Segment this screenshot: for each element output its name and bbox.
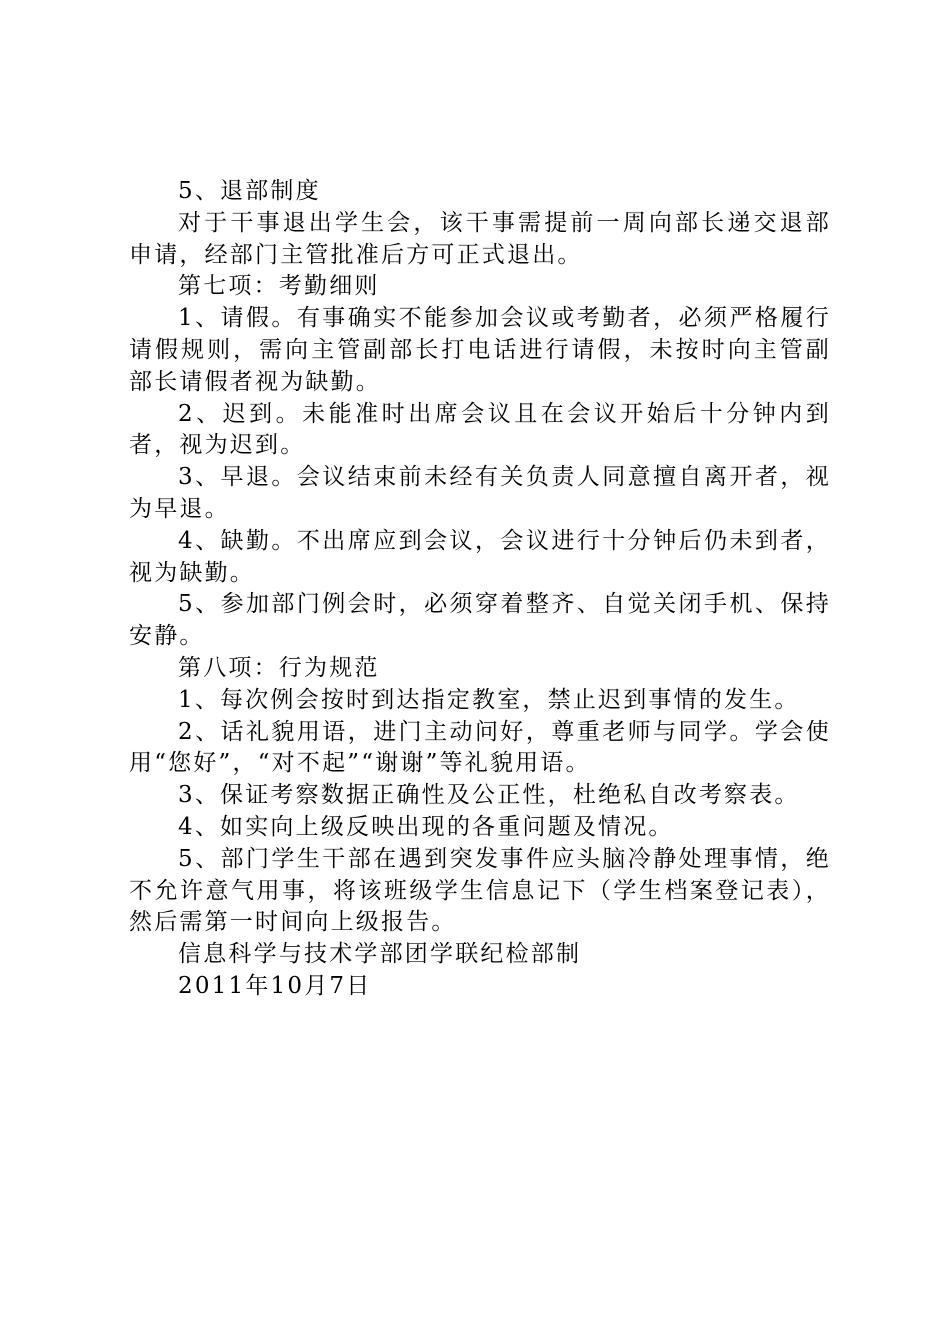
paragraph-courtesy: 2、话礼貌用语，进门主动问好，尊重老师与同学。学会使用“您好”，“对不起”“谢谢”等礼貌用语。 (129, 718, 831, 777)
paragraph-punctuality: 1、每次例会按时到达指定教室，禁止迟到事情的发生。 (178, 686, 800, 713)
paragraph-late: 2、迟到。未能准时出席会议且在会议开始后十分钟内到者，视为迟到。 (129, 400, 831, 459)
date: 2011年10月7日 (178, 972, 372, 999)
section-heading-withdrawal: 5、退部制度 (178, 178, 321, 204)
signature: 信息科学与技术学部团学联纪检部制 (178, 941, 582, 968)
paragraph-early-leave: 3、早退。会议结束前未经有关负责人同意擅自离开者，视为早退。 (129, 464, 831, 522)
section-heading-behavior: 第八项：行为规范 (178, 654, 380, 681)
paragraph-data-integrity: 3、保证考察数据正确性及公正性，杜绝私自改考察表。 (178, 782, 800, 809)
paragraph-emergency: 5、部门学生干部在遇到突发事件应头脑冷静处理事情，绝不允许意气用事，将该班级学生信息记下（学生档案登记表），然后需第一时间向上级报告。 (129, 845, 831, 936)
paragraph-meeting-conduct: 5、参加部门例会时，必须穿着整齐、自觉关闭手机、保持安静。 (129, 591, 831, 650)
section-heading-attendance: 第七项：考勤细则 (178, 273, 380, 300)
paragraph-withdrawal-rule: 对于干事退出学生会，该干事需提前一周向部长递交退部申请，经部门主管批准后方可正式退出。 (129, 209, 831, 268)
document-body (129, 176, 831, 1003)
paragraph-reporting: 4、如实向上级反映出现的各重问题及情况。 (178, 813, 674, 840)
paragraph-leave: 1、请假。有事确实不能参加会议或考勤者，必须严格履行请假规则，需向主管副部长打电话进行请假，未按时向主管副部长请假者视为缺勤。 (129, 305, 831, 395)
paragraph-absence: 4、缺勤。不出席应到会议，会议进行十分钟后仍未到者，视为缺勤。 (129, 527, 831, 586)
